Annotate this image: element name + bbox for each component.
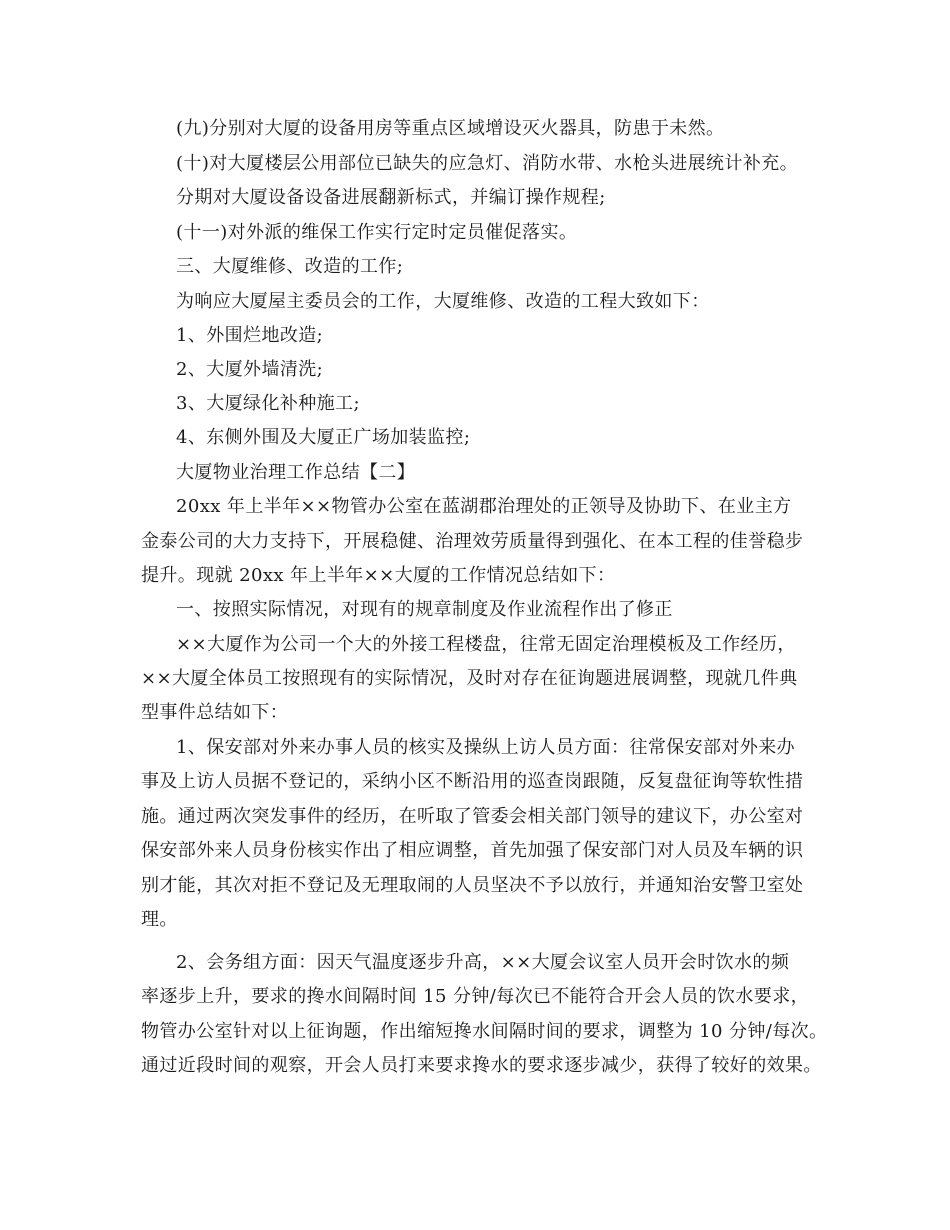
paragraph-line: 金泰公司的大力支持下，开展稳健、治理效劳质量得到强化、在本工程的佳誉稳步 — [141, 531, 804, 552]
section-heading: 一、按照实际情况，对现有的规章制度及作业流程作出了修正 — [176, 599, 673, 620]
list-item: 1、外围烂地改造; — [176, 325, 324, 346]
paragraph-line: (十)对大厦楼层公用部位已缺失的应急灯、消防水带、水枪头进展统计补充。 — [176, 153, 799, 174]
paragraph-line: 物管办公室针对以上征询题，作出缩短搀水间隔时间的要求，调整为 10 分钟/每次。 — [141, 1021, 828, 1042]
paragraph-line: (九)分别对大厦的设备用房等重点区域增设灭火器具，防患于未然。 — [176, 118, 725, 139]
section-title: 大厦物业治理工作总结【二】 — [176, 462, 416, 483]
paragraph-line: 施。通过两次突发事件的经历，在听取了管委会相关部门领导的建议下，办公室对 — [141, 806, 804, 827]
list-item: 2、大厦外墙清洗; — [176, 359, 324, 380]
paragraph-line: ××大厦全体员工按照现有的实际情况，及时对存在征询题进展调整，现就几件典 — [141, 668, 798, 689]
paragraph-line: 为响应大厦屋主委员会的工作，大厦维修、改造的工程大致如下： — [176, 291, 710, 312]
paragraph-line: ××大厦作为公司一个大的外接工程楼盘，往常无固定治理模板及工作经历， — [176, 634, 796, 655]
paragraph-line: 2、会务组方面：因天气温度逐步升高，××大厦会议室人员开会时饮水的频 — [176, 952, 790, 973]
paragraph-line: 20xx 年上半年××物管办公室在蓝湖郡治理处的正领导及协助下、在业主方 — [176, 496, 792, 517]
paragraph-line: 事及上访人员据不登记的，采纳小区不断沿用的巡查岗跟随，反复盘征询等软性措 — [141, 771, 804, 792]
paragraph-line: 提升。现就 20xx 年上半年××大厦的工作情况总结如下： — [141, 565, 616, 586]
paragraph-line: 型事件总结如下： — [141, 702, 289, 723]
list-item: 3、大厦绿化补种施工; — [176, 393, 360, 414]
paragraph-line: 率逐步上升，要求的搀水间隔时间 15 分钟/每次已不能符合开会人员的饮水要求， — [141, 986, 810, 1007]
paragraph-line: 1、保安部对外来办事人员的核实及操纵上访人员方面：往常保安部对外来办 — [176, 737, 796, 758]
paragraph-line: 分期对大厦设备设备进展翻新标式，并编订操作规程; — [176, 187, 606, 208]
paragraph-line: 通过近段时间的观察，开会人员打来要求搀水的要求逐步减少，获得了较好的效果。 — [141, 1055, 822, 1076]
paragraph-line: 理。 — [141, 909, 178, 930]
paragraph-line: 别才能，其次对拒不登记及无理取闹的人员坚决不予以放行，并通知治安警卫室处 — [141, 875, 804, 896]
section-heading: 三、大厦维修、改造的工作; — [176, 256, 404, 277]
paragraph-line: (十一)对外派的维保工作实行定时定员催促落实。 — [176, 222, 578, 243]
list-item: 4、东侧外围及大厦正广场加装监控; — [176, 427, 471, 448]
paragraph-line: 保安部外来人员身份核实作出了相应调整，首先加强了保安部门对人员及车辆的识 — [141, 840, 804, 861]
